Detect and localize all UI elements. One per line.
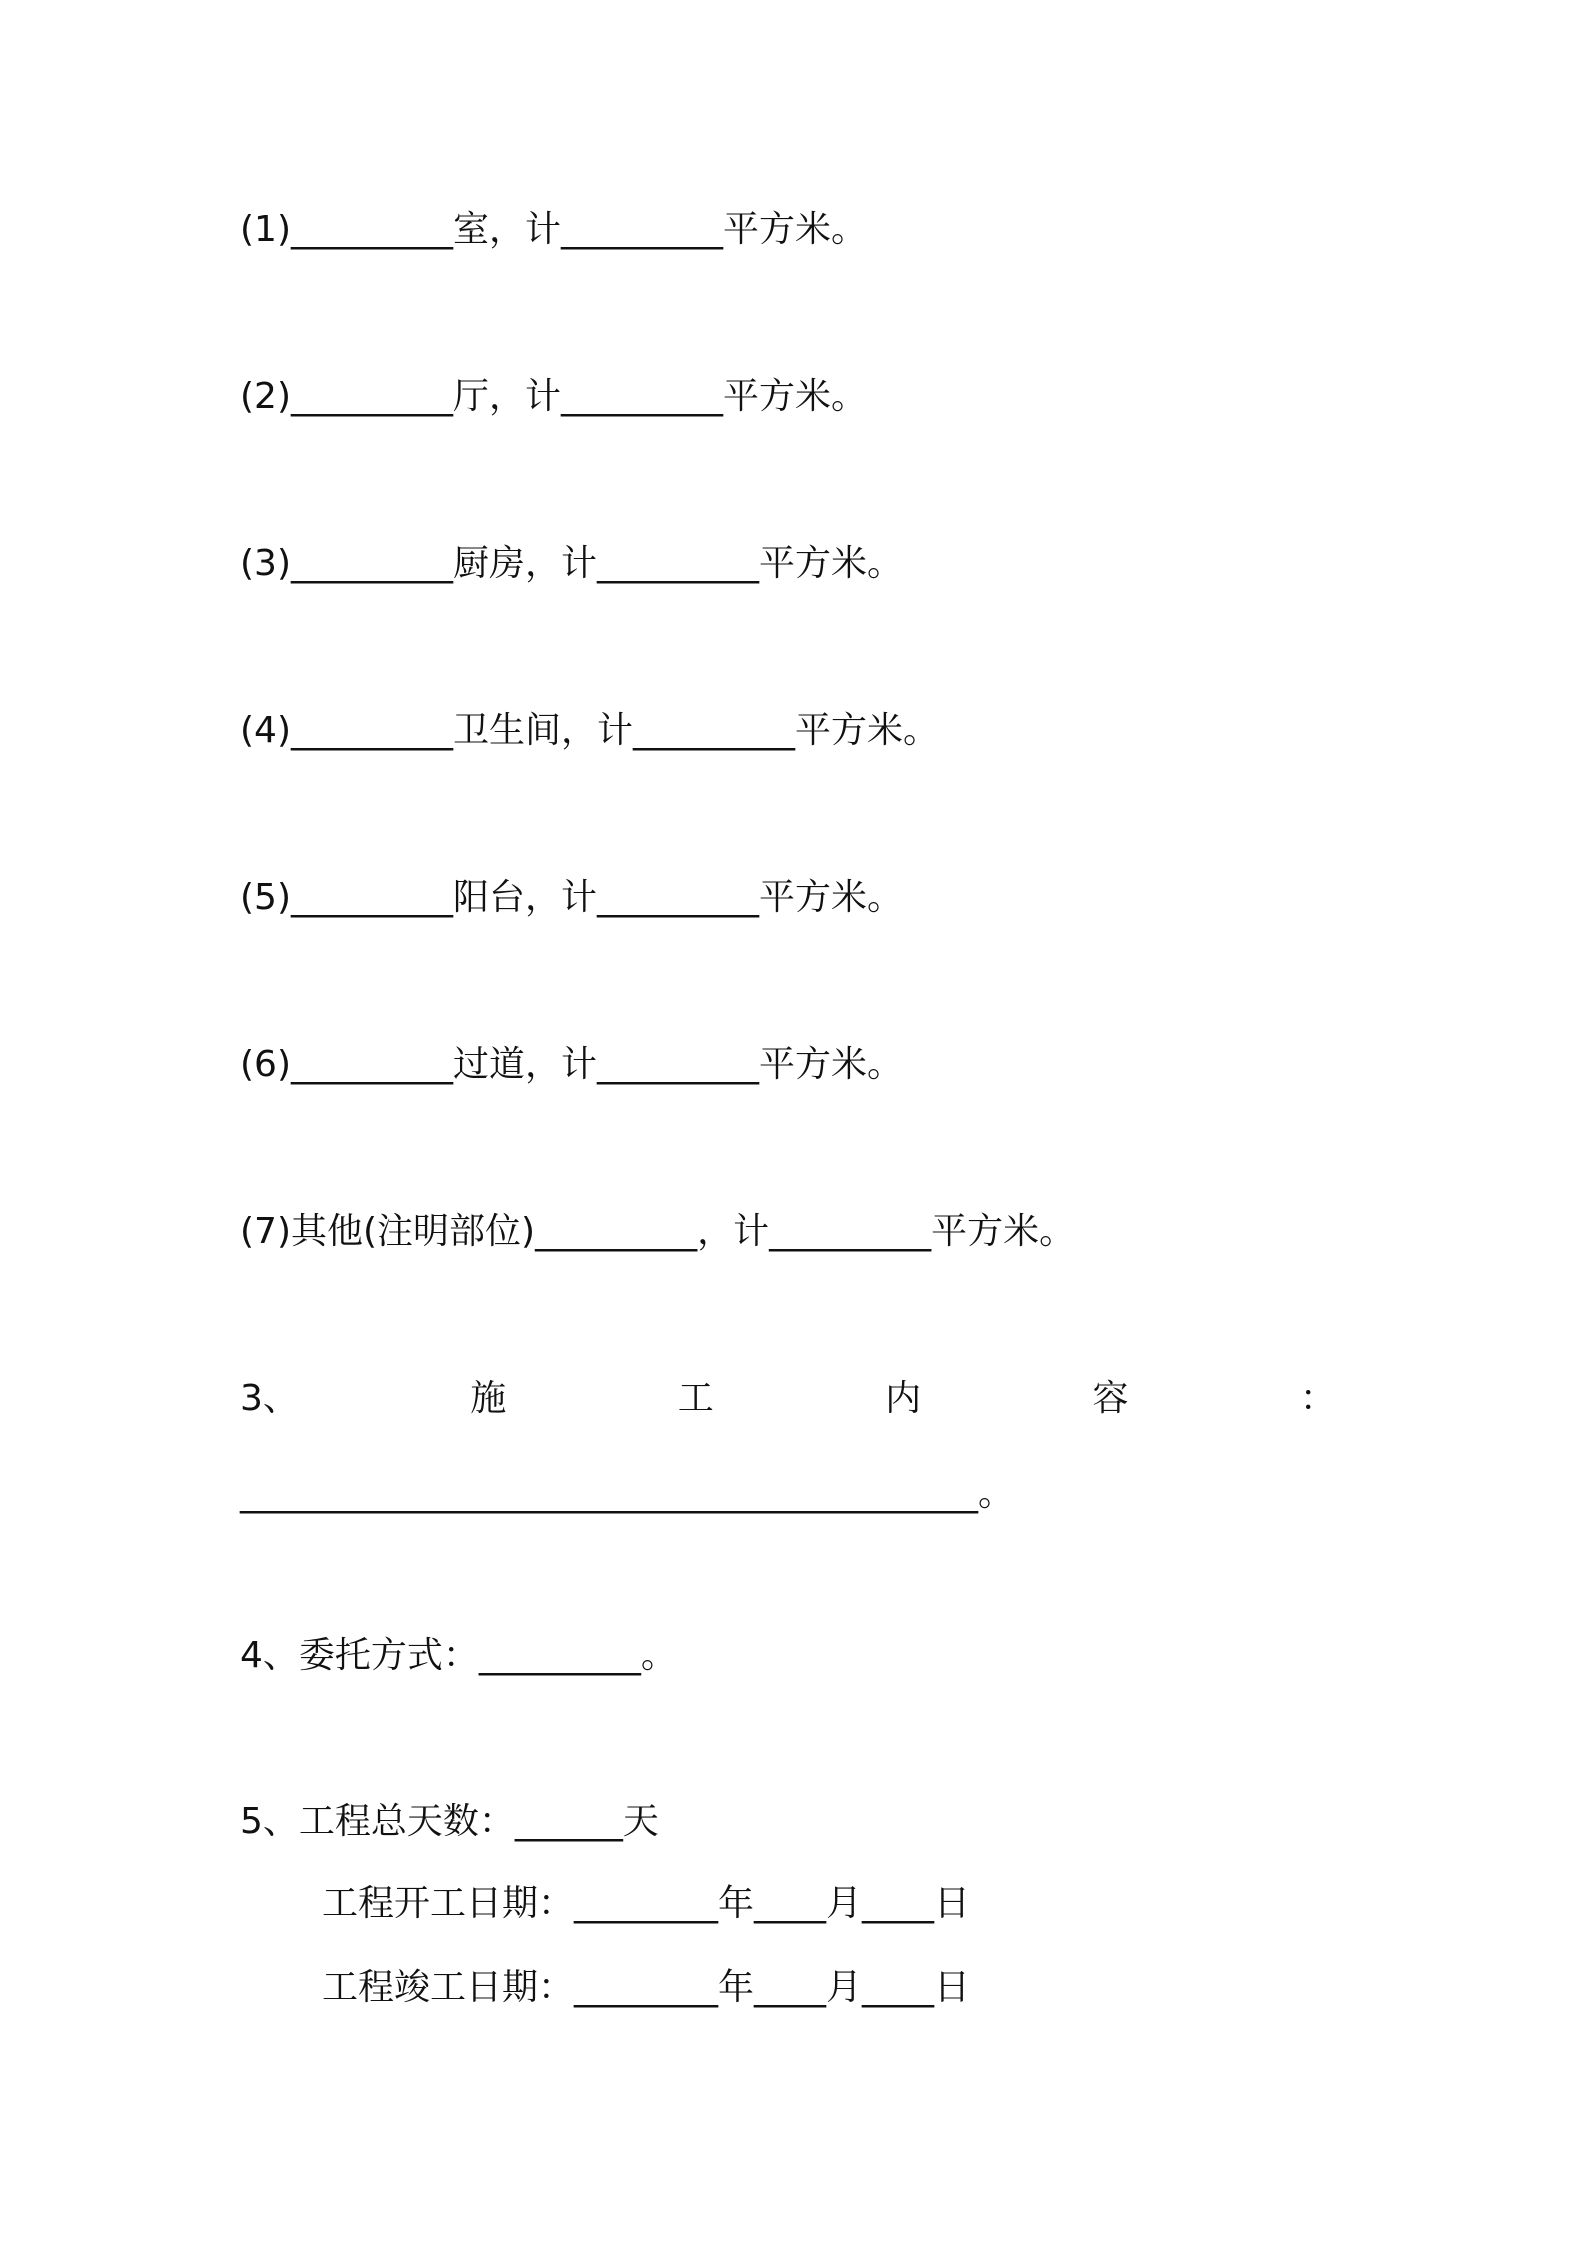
- start-date-line: 工程开工日期：________年____月____日: [322, 1883, 971, 1924]
- commission-method-line: 4、委托方式：_________。: [240, 1635, 677, 1676]
- heading-part-2: 工: [677, 1378, 714, 1419]
- heading-part-1: 施: [470, 1378, 507, 1419]
- construction-content-heading: [240, 1375, 1336, 1423]
- heading-part-4: 容: [1092, 1378, 1129, 1419]
- heading-part-number: 3、: [240, 1378, 299, 1419]
- room-line-5: (5)_________阳台，计_________平方米。: [240, 877, 903, 918]
- room-line-6: (6)_________过道，计_________平方米。: [240, 1044, 903, 1085]
- room-line-2: (2)_________厅，计_________平方米。: [240, 376, 867, 417]
- heading-part-3: 内: [885, 1378, 922, 1419]
- room-line-3: (3)_________厨房，计_________平方米。: [240, 543, 903, 584]
- room-line-7: (7)其他(注明部位)_________，计_________平方米。: [240, 1211, 1076, 1252]
- room-line-4: (4)_________卫生间，计_________平方米。: [240, 710, 939, 751]
- completion-date-line: 工程竣工日期：________年____月____日: [322, 1967, 971, 2008]
- construction-content-blank: _________________________________________。: [240, 1473, 1014, 1514]
- total-days-line: 5、工程总天数：______天: [240, 1801, 659, 1842]
- heading-part-colon: ：: [1299, 1378, 1336, 1419]
- room-line-1: (1)_________室，计_________平方米。: [240, 209, 867, 250]
